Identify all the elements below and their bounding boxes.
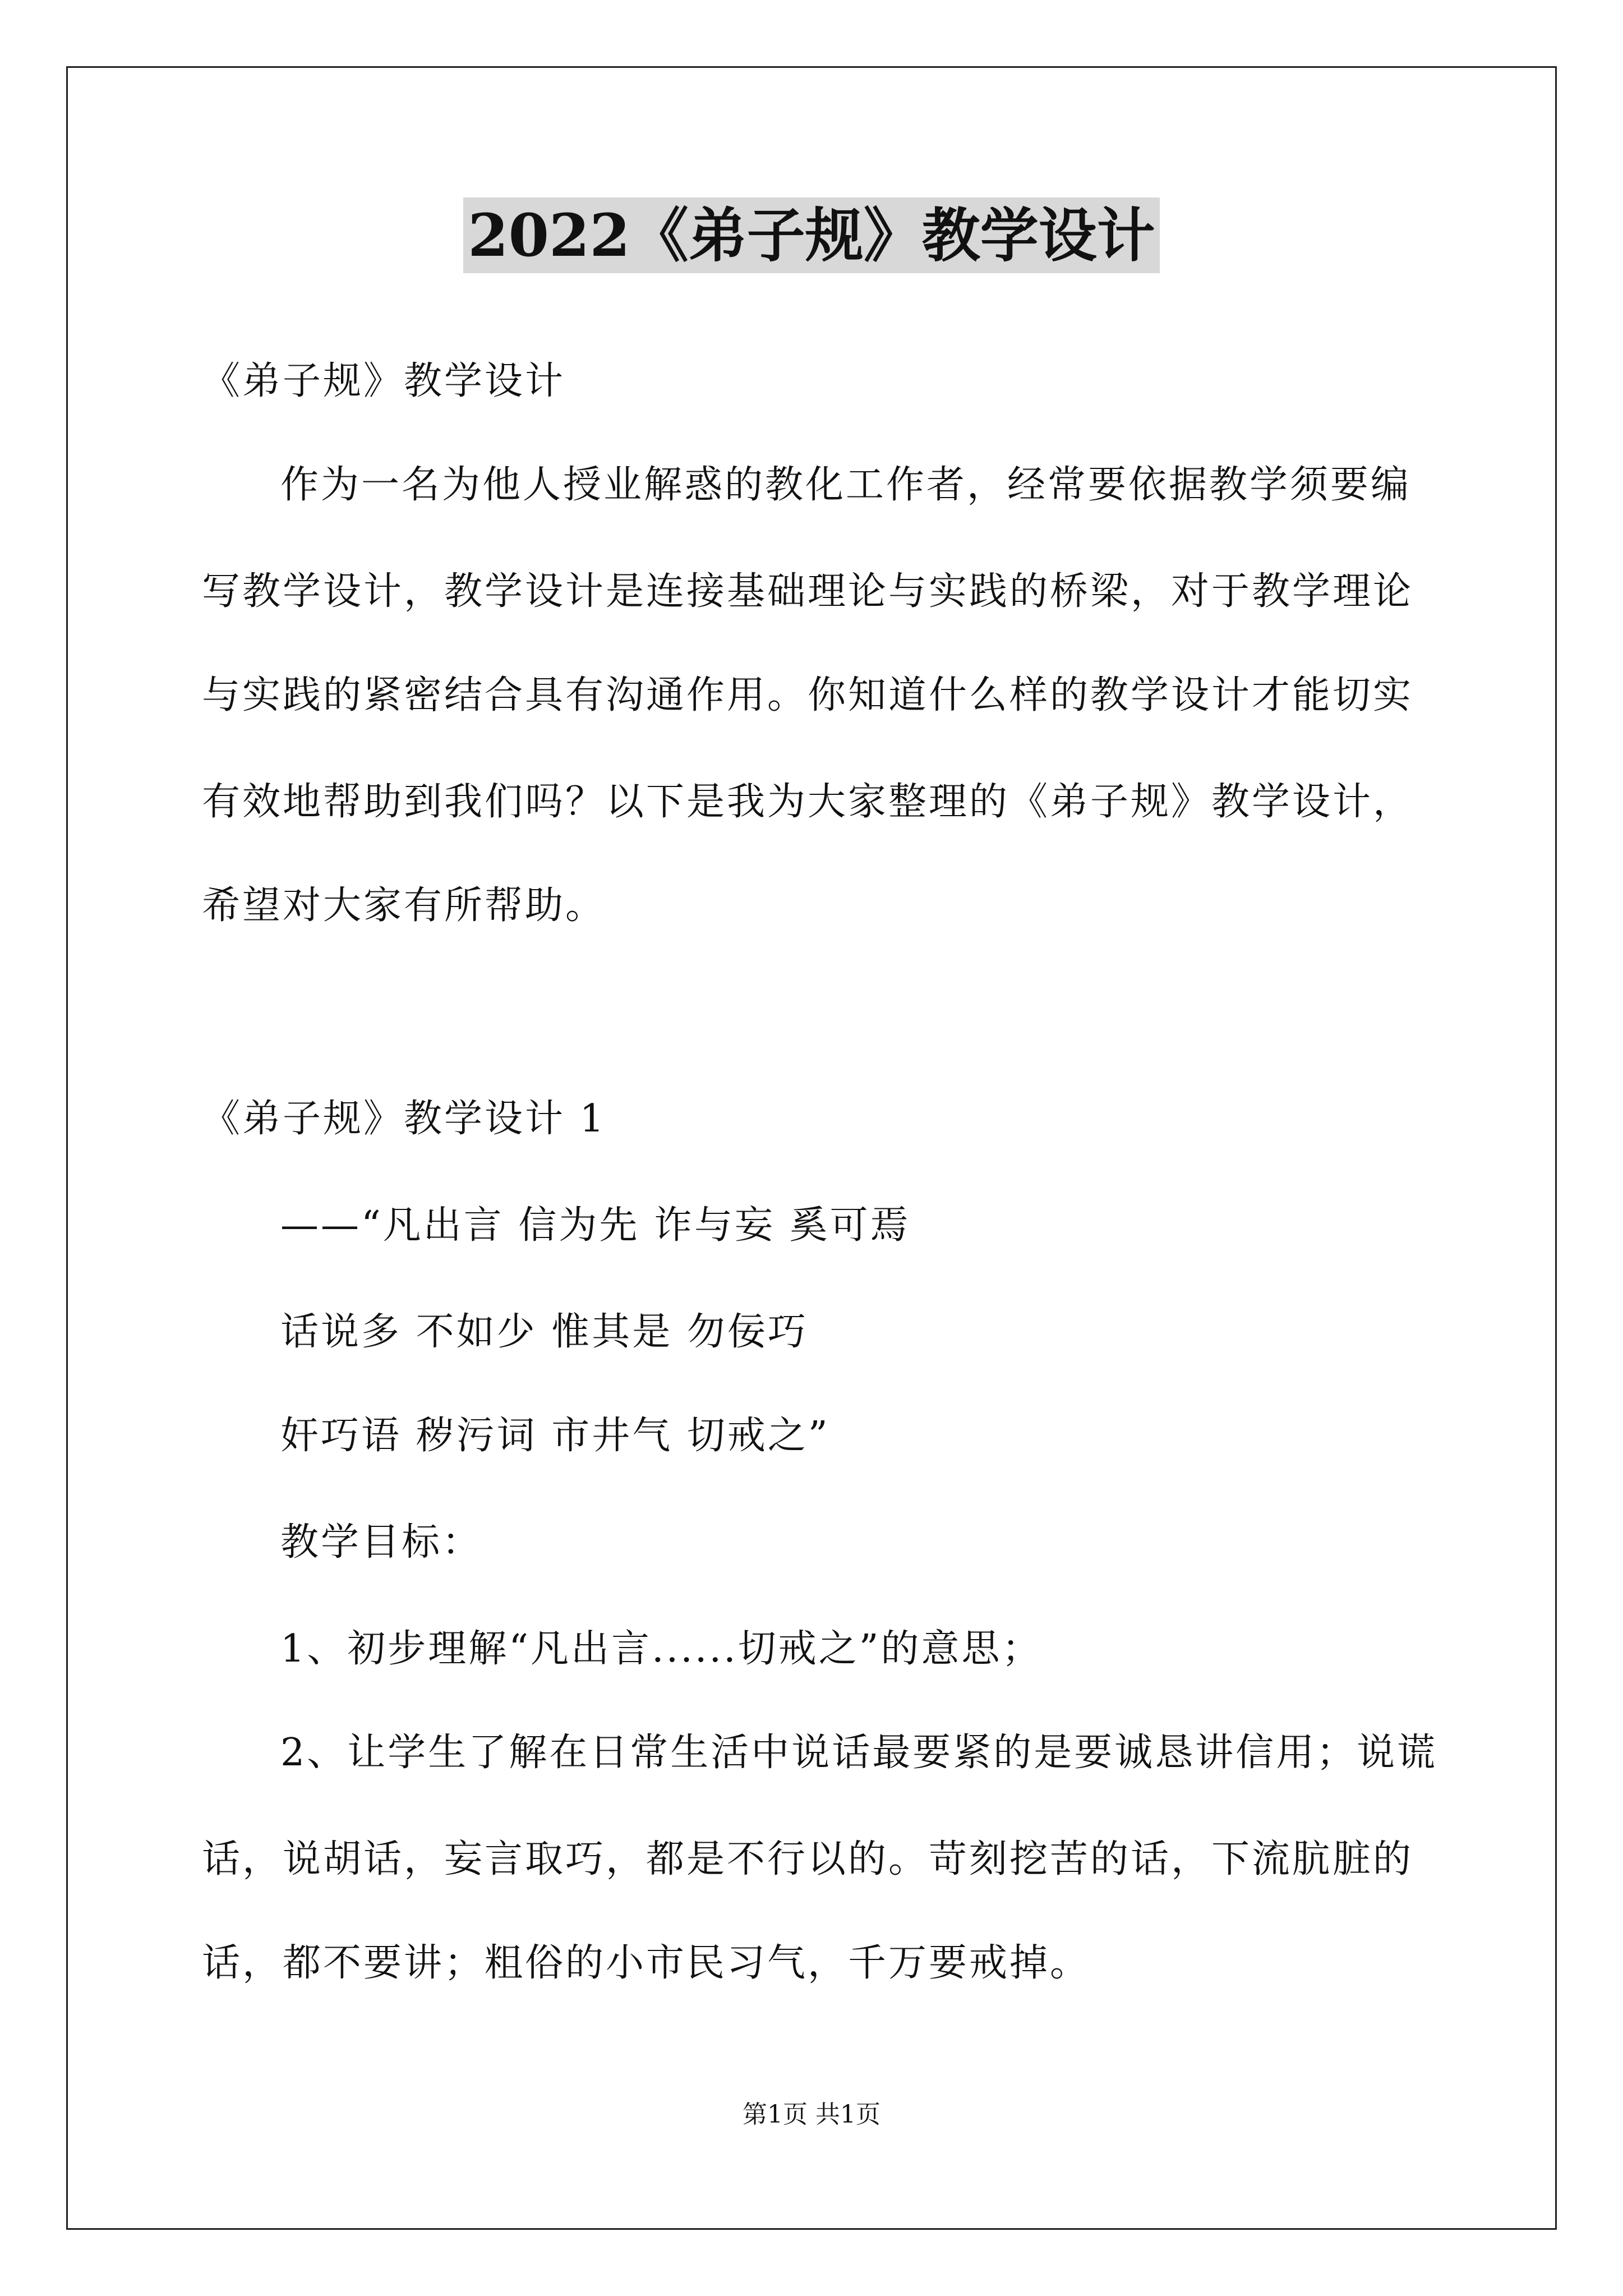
document-title <box>0 196 1623 275</box>
intro-line: 希望对大家有所帮助。 <box>202 884 606 928</box>
page-footer: 第1页 共1页 <box>743 2100 880 2129</box>
document-subtitle: 《弟子规》教学设计 <box>202 359 566 403</box>
intro-line: 有效地帮助到我们吗？以下是我为大家整理的《弟子规》教学设计， <box>202 780 1414 824</box>
verse-line: 话说多 不如少 惟其是 勿佞巧 <box>280 1310 808 1354</box>
goals-heading: 教学目标： <box>280 1520 483 1565</box>
goal-item: 2、让学生了解在日常生活中说话最要紧的是要诚恳讲信用；说谎 <box>280 1731 1438 1775</box>
verse-line: ——“凡出言 信为先 诈与妄 奚可焉 <box>280 1203 911 1248</box>
document-title-text: 2022《弟子规》教学设计 <box>463 197 1159 273</box>
intro-line: 与实践的紧密结合具有沟通作用。你知道什么样的教学设计才能切实 <box>202 673 1414 717</box>
goal-item-continued: 话，都不要讲；粗俗的小市民习气，千万要戒掉。 <box>202 1941 1091 1985</box>
verse-line: 奸巧语 秽污词 市井气 切戒之” <box>280 1414 830 1458</box>
intro-line: 作为一名为他人授业解惑的教化工作者，经常要依据教学须要编 <box>280 463 1412 507</box>
goal-item-continued: 话，说胡话，妄言取巧，都是不行以的。苛刻挖苦的话，下流肮脏的 <box>202 1837 1414 1881</box>
section-heading: 《弟子规》教学设计 1 <box>202 1097 606 1141</box>
goal-item: 1、初步理解“凡出言......切戒之”的意思； <box>280 1627 1043 1671</box>
intro-line: 写教学设计，教学设计是连接基础理论与实践的桥梁，对于教学理论 <box>202 569 1414 614</box>
